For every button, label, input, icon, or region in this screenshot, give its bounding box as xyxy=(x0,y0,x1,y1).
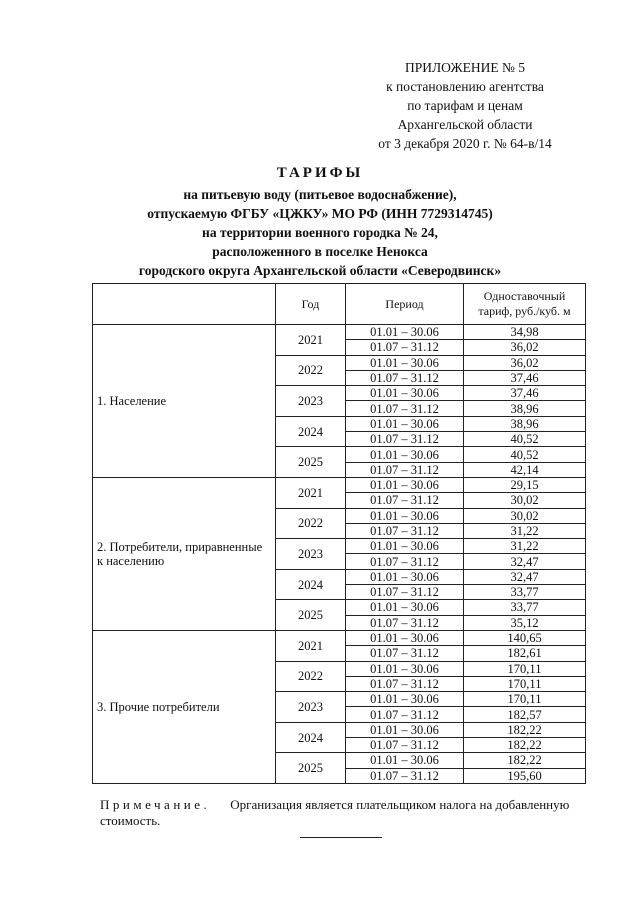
note-text: Организация является плательщиком налога на добавленную стоимость. xyxy=(100,797,570,828)
year-cell: 2023 xyxy=(276,386,346,417)
appendix-block xyxy=(350,58,580,153)
year-cell: 2022 xyxy=(276,508,346,539)
appendix-line: ПРИЛОЖЕНИЕ № 5 xyxy=(404,60,526,75)
period-cell: 01.07 – 31.12 xyxy=(346,768,464,783)
table-header-row xyxy=(93,284,586,325)
year-cell: 2023 xyxy=(276,539,346,570)
period-cell: 01.01 – 30.06 xyxy=(346,692,464,707)
period-cell: 01.07 – 31.12 xyxy=(346,615,464,630)
document-heading xyxy=(0,164,640,280)
year-cell: 2025 xyxy=(276,600,346,631)
appendix-line: к постановлению агентства xyxy=(386,79,544,94)
period-cell: 01.07 – 31.12 xyxy=(346,707,464,722)
consumer-group-cell: 3. Прочие потребители xyxy=(93,630,276,783)
period-cell: 01.07 – 31.12 xyxy=(346,340,464,355)
tariff-table xyxy=(92,283,586,784)
tariff-value-cell: 182,57 xyxy=(464,707,586,722)
year-cell: 2025 xyxy=(276,753,346,784)
tariff-value-cell: 182,22 xyxy=(464,753,586,768)
period-cell: 01.01 – 30.06 xyxy=(346,325,464,340)
year-cell: 2021 xyxy=(276,630,346,661)
consumer-group-cell: 1. Население xyxy=(93,325,276,478)
tariff-value-cell: 32,47 xyxy=(464,569,586,584)
tariff-value-cell: 36,02 xyxy=(464,340,586,355)
period-cell: 01.01 – 30.06 xyxy=(346,386,464,401)
note xyxy=(100,797,592,829)
tariff-value-cell: 31,22 xyxy=(464,539,586,554)
tariff-value-cell: 140,65 xyxy=(464,630,586,645)
period-cell: 01.07 – 31.12 xyxy=(346,370,464,385)
period-cell: 01.07 – 31.12 xyxy=(346,432,464,447)
appendix-line: Архангельской области xyxy=(397,117,533,132)
tariff-value-cell: 170,11 xyxy=(464,692,586,707)
closing-rule xyxy=(300,837,382,838)
table-row xyxy=(93,477,586,492)
tariff-value-cell: 170,11 xyxy=(464,676,586,691)
period-cell: 01.01 – 30.06 xyxy=(346,569,464,584)
year-cell: 2023 xyxy=(276,692,346,723)
subtitle-line: городского округа Архангельской области «Северодвинск» xyxy=(138,263,502,278)
tariff-value-cell: 40,52 xyxy=(464,447,586,462)
tariff-value-cell: 30,02 xyxy=(464,508,586,523)
subtitle-line: на территории военного городка № 24, xyxy=(202,225,438,240)
tariff-value-cell: 30,02 xyxy=(464,493,586,508)
tariff-value-cell: 33,77 xyxy=(464,600,586,615)
year-cell: 2025 xyxy=(276,447,346,478)
tariff-value-cell: 182,22 xyxy=(464,722,586,737)
subtitle-line: отпускаемую ФГБУ «ЦЖКУ» МО РФ (ИНН 7729314745) xyxy=(147,206,493,221)
year-cell: 2022 xyxy=(276,355,346,386)
tariff-value-cell: 35,12 xyxy=(464,615,586,630)
period-cell: 01.01 – 30.06 xyxy=(346,630,464,645)
subtitle-line: на питьевую воду (питьевое водоснабжение), xyxy=(183,187,457,202)
tariff-value-cell: 182,61 xyxy=(464,646,586,661)
period-cell: 01.01 – 30.06 xyxy=(346,508,464,523)
period-cell: 01.01 – 30.06 xyxy=(346,753,464,768)
tariff-value-cell: 34,98 xyxy=(464,325,586,340)
tariff-value-cell: 182,22 xyxy=(464,738,586,753)
tariff-value-cell: 38,96 xyxy=(464,401,586,416)
tariff-value-cell: 40,52 xyxy=(464,432,586,447)
year-cell: 2024 xyxy=(276,416,346,447)
tariff-value-cell: 38,96 xyxy=(464,416,586,431)
period-cell: 01.07 – 31.12 xyxy=(346,646,464,661)
tariff-value-cell: 195,60 xyxy=(464,768,586,783)
year-cell: 2024 xyxy=(276,569,346,600)
period-cell: 01.01 – 30.06 xyxy=(346,477,464,492)
year-cell: 2024 xyxy=(276,722,346,753)
column-header-group xyxy=(93,284,276,325)
tariff-value-cell: 170,11 xyxy=(464,661,586,676)
period-cell: 01.01 – 30.06 xyxy=(346,355,464,370)
tariff-value-cell: 32,47 xyxy=(464,554,586,569)
period-cell: 01.01 – 30.06 xyxy=(346,416,464,431)
period-cell: 01.07 – 31.12 xyxy=(346,401,464,416)
period-cell: 01.07 – 31.12 xyxy=(346,554,464,569)
column-header-year: Год xyxy=(276,284,346,325)
year-cell: 2021 xyxy=(276,325,346,356)
column-header-period: Период xyxy=(346,284,464,325)
period-cell: 01.07 – 31.12 xyxy=(346,493,464,508)
tariff-value-cell: 37,46 xyxy=(464,386,586,401)
document-title: ТАРИФЫ xyxy=(276,165,364,181)
tariff-value-cell: 37,46 xyxy=(464,370,586,385)
consumer-group-cell: 2. Потребители, приравненные к населению xyxy=(93,477,276,630)
period-cell: 01.01 – 30.06 xyxy=(346,600,464,615)
note-label: Примечание. xyxy=(100,797,211,812)
period-cell: 01.01 – 30.06 xyxy=(346,447,464,462)
period-cell: 01.01 – 30.06 xyxy=(346,539,464,554)
year-cell: 2021 xyxy=(276,477,346,508)
period-cell: 01.01 – 30.06 xyxy=(346,661,464,676)
tariff-value-cell: 36,02 xyxy=(464,355,586,370)
subtitle-line: расположенного в поселке Ненокса xyxy=(212,244,428,259)
column-header-rate: Одноставочный тариф, руб./куб. м xyxy=(464,284,586,325)
period-cell: 01.07 – 31.12 xyxy=(346,585,464,600)
year-cell: 2022 xyxy=(276,661,346,692)
period-cell: 01.07 – 31.12 xyxy=(346,523,464,538)
tariff-value-cell: 33,77 xyxy=(464,585,586,600)
period-cell: 01.01 – 30.06 xyxy=(346,722,464,737)
tariff-table-body xyxy=(93,325,586,784)
table-row xyxy=(93,630,586,645)
tariff-value-cell: 42,14 xyxy=(464,462,586,477)
appendix-line: от 3 декабря 2020 г. № 64-в/14 xyxy=(378,136,552,151)
tariff-value-cell: 31,22 xyxy=(464,523,586,538)
table-row xyxy=(93,325,586,340)
period-cell: 01.07 – 31.12 xyxy=(346,738,464,753)
appendix-line: по тарифам и ценам xyxy=(407,98,523,113)
period-cell: 01.07 – 31.12 xyxy=(346,676,464,691)
period-cell: 01.07 – 31.12 xyxy=(346,462,464,477)
tariff-value-cell: 29,15 xyxy=(464,477,586,492)
